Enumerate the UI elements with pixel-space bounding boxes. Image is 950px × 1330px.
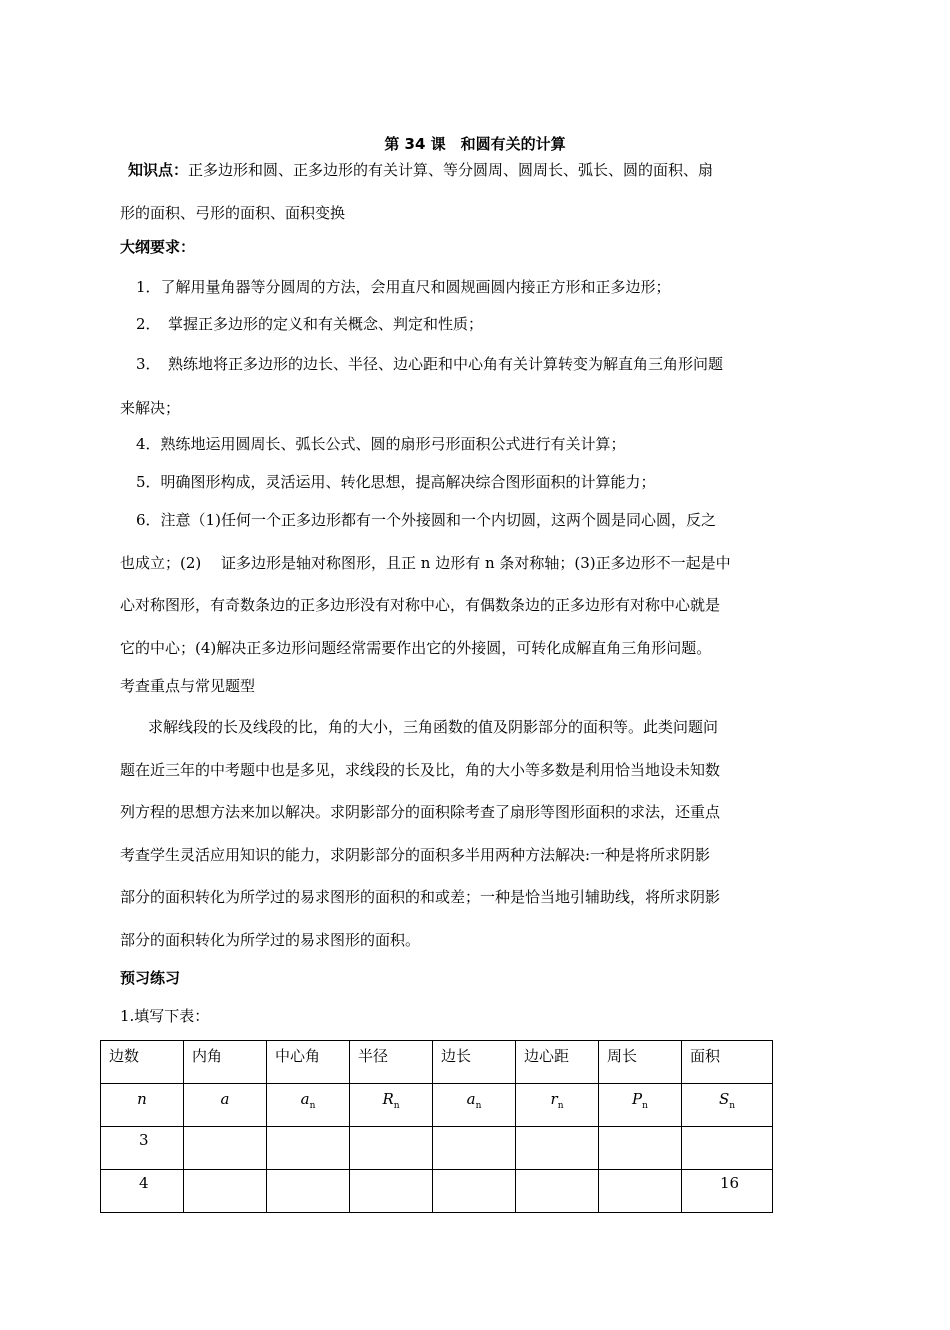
table-header-cell: 中心角 — [275, 1047, 321, 1065]
table-cell — [516, 1127, 598, 1131]
table-cell — [433, 1170, 515, 1174]
table-cell — [433, 1127, 515, 1131]
knowledge-line-2: 形的面积、弓形的面积、面积变换 — [120, 204, 346, 222]
table-cell — [350, 1127, 432, 1131]
table-cell — [184, 1170, 266, 1174]
table-cell — [267, 1127, 349, 1131]
table-symbol-cell: $a_n$ — [466, 1090, 482, 1111]
outline-line: 4．熟练地运用圆周长、弧长公式、圆的扇形弓形面积公式进行有关计算； — [136, 435, 626, 453]
table-symbol-cell: $r_n$ — [550, 1090, 564, 1111]
table-header-cell: 半径 — [358, 1047, 389, 1065]
focus-line: 部分的面积转化为所学过的易求图形的面积的和或差；一种是恰当地引辅助线，将所求阴影 — [120, 888, 721, 906]
practice-task: 1.填写下表： — [120, 1007, 210, 1025]
outline-line: 3． 熟练地将正多边形的边长、半径、边心距和中心角有关计算转变为解直角三角形问题 — [136, 355, 724, 373]
focus-line: 部分的面积转化为所学过的易求图形的面积。 — [120, 931, 421, 949]
page-title: 第 34 课 和圆有关的计算 — [384, 135, 566, 153]
table-cell: 16 — [720, 1174, 740, 1192]
table-cell — [350, 1170, 432, 1174]
table-header-cell: 边数 — [109, 1047, 140, 1065]
table-symbol-cell: $R_n$ — [382, 1090, 400, 1111]
table-header-cell: 周长 — [607, 1047, 638, 1065]
outline-line: 6．注意（1)任何一个正多边形都有一个外接圆和一个内切圆，这两个圆是同心圆，反之 — [136, 511, 716, 529]
table-header-cell: 内角 — [192, 1047, 223, 1065]
table-row — [101, 1170, 773, 1213]
table-cell — [599, 1170, 681, 1174]
table-header-cell: 边长 — [441, 1047, 472, 1065]
table-row — [101, 1127, 773, 1170]
table-header-row — [101, 1041, 773, 1084]
outline-line: 5．明确图形构成，灵活运用、转化思想，提高解决综合图形面积的计算能力； — [136, 473, 656, 491]
table-cell — [184, 1127, 266, 1131]
outline-line: 也成立；(2) 证多边形是轴对称图形，且正 n 边形有 n 条对称轴；(3)正多边形不一起是中 — [120, 554, 731, 572]
table-cell: 3 — [139, 1131, 149, 1149]
table-cell — [516, 1170, 598, 1174]
outline-line: 来解决； — [120, 399, 181, 417]
table-symbol-cell: $a_n$ — [300, 1090, 316, 1111]
focus-line: 题在近三年的中考题中也是多见，求线段的长及比，角的大小等多数是利用恰当地设未知数 — [120, 761, 721, 779]
practice-heading: 预习练习 — [120, 969, 181, 987]
table-cell — [682, 1127, 772, 1131]
focus-line: 考查学生灵活应用知识的能力，求阴影部分的面积多半用两种方法解决:一种是将所求阴影 — [120, 846, 711, 864]
table-cell — [267, 1170, 349, 1174]
focus-heading: 考查重点与常见题型 — [120, 677, 256, 695]
table-symbol-row — [101, 1084, 773, 1127]
table-symbol-cell: a — [220, 1090, 230, 1108]
knowledge-label: 知识点： — [128, 161, 189, 179]
outline-heading: 大纲要求： — [120, 238, 196, 256]
table-cell: 4 — [139, 1174, 149, 1192]
knowledge-text-1: 正多边形和圆、正多边形的有关计算、等分圆周、圆周长、弧长、圆的面积、扇 — [188, 161, 714, 179]
outline-line: 1．了解用量角器等分圆周的方法，会用直尺和圆规画圆内接正方形和正多边形； — [136, 278, 671, 296]
table-header-cell: 边心距 — [524, 1047, 570, 1065]
knowledge-line-1 — [128, 160, 713, 180]
table-symbol-cell: $P_n$ — [632, 1090, 648, 1111]
outline-line: 心对称图形，有奇数条边的正多边形没有对称中心，有偶数条边的正多边形有对称中心就是 — [120, 596, 721, 614]
table-symbol-cell: n — [137, 1090, 147, 1108]
outline-line: 2． 掌握正多边形的定义和有关概念、判定和性质； — [136, 315, 484, 333]
table-header-cell: 面积 — [690, 1047, 721, 1065]
outline-line: 它的中心；(4)解决正多边形问题经常需要作出它的外接圆，可转化成解直角三角形问题。 — [120, 639, 712, 657]
table-cell — [599, 1127, 681, 1131]
focus-line: 求解线段的长及线段的比，角的大小，三角函数的值及阴影部分的面积等。此类问题问 — [148, 718, 719, 736]
table-symbol-cell: $S_n$ — [718, 1090, 736, 1111]
fill-in-table — [100, 1040, 773, 1213]
focus-line: 列方程的思想方法来加以解决。求阴影部分的面积除考查了扇形等图形面积的求法，还重点 — [120, 803, 721, 821]
